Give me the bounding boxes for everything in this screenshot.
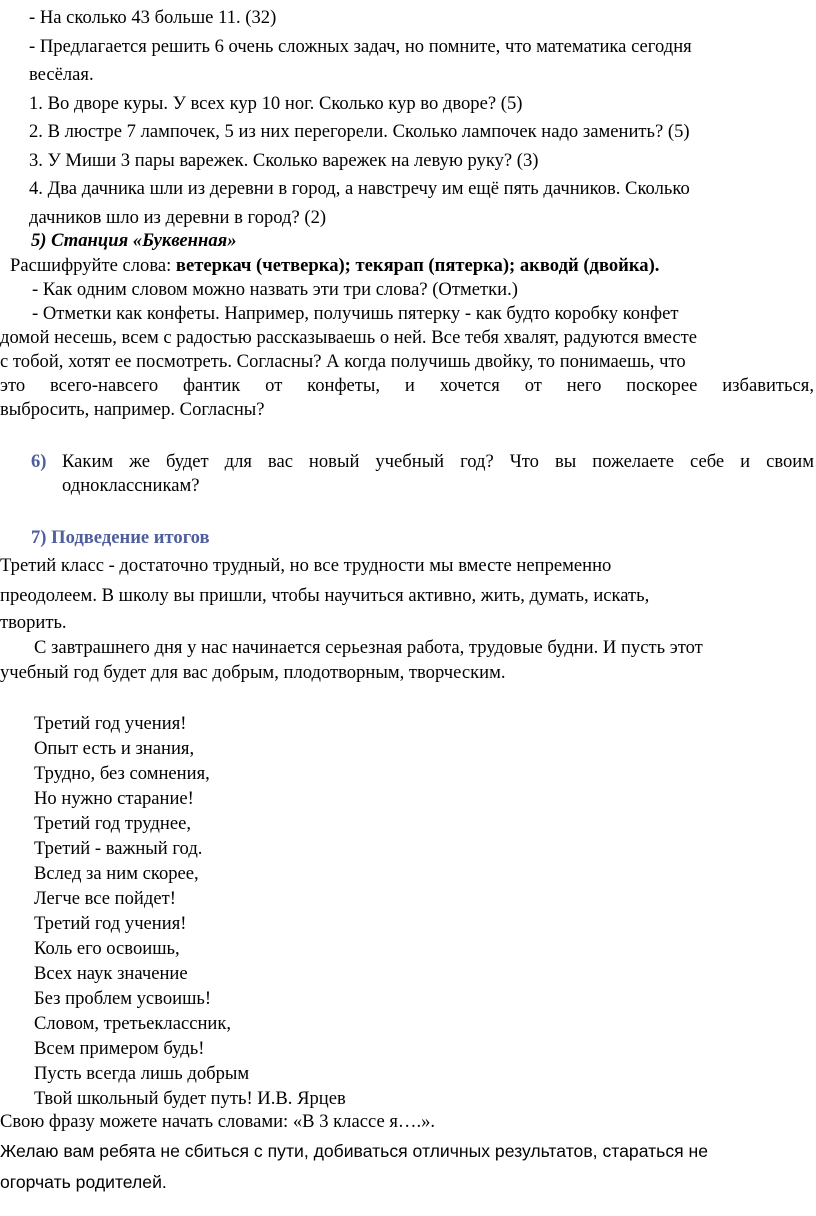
section-7-heading: 7) Подведение итогов	[31, 527, 210, 548]
station-5-question: - Как одним словом можно назвать эти три слова? (Отметки.)	[32, 279, 518, 300]
poem-line: Третий - важный год.	[34, 838, 203, 859]
poem-line: Вслед за ним скорее,	[34, 863, 199, 884]
poem-line: Словом, третьеклассник,	[34, 1013, 232, 1034]
station-5-para-line-4: это всего-навсего фантик от конфеты, и хочется от него поскорее избавиться,	[0, 375, 814, 396]
task-4-line-1: 4. Два дачника шли из деревни в город, а навстречу им ещё пять дачников. Сколько	[29, 178, 690, 199]
closing-wish-line-2: огорчать родителей.	[0, 1172, 167, 1192]
decode-line	[10, 254, 659, 278]
poem-line: Пусть всегда лишь добрым	[34, 1063, 250, 1084]
station-5-para-line-5: выбросить, например. Согласны?	[0, 399, 265, 420]
station-5-para-line-2: домой несешь, всем с радостью рассказываешь о ней. Все тебя хвалят, радуются вместе	[0, 327, 698, 348]
poem-line: Третий год учения!	[34, 913, 187, 934]
poem-line: Легче все пойдет!	[34, 888, 176, 909]
closing-wish-line-1: Желаю вам ребята не сбиться с пути, добиваться отличных результатов, стараться не	[0, 1141, 709, 1161]
task-1: 1. Во дворе куры. У всех кур 10 ног. Сколько кур во дворе? (5)	[29, 93, 523, 114]
summary-line-3: творить.	[0, 612, 67, 633]
task-2: 2. В люстре 7 лампочек, 5 из них перегорели. Сколько лампочек надо заменить? (5)	[29, 121, 690, 142]
decode-words: ветеркач (четверка); текярап (пятерка); акводй (двойка).	[175, 255, 660, 276]
intro-line-3: весёлая.	[29, 64, 94, 85]
section-6-line-2: одноклассникам?	[62, 475, 200, 496]
section-6-number: 6)	[31, 451, 47, 472]
station-5-heading: 5) Станция «Буквенная»	[31, 230, 237, 251]
poem-line: Коль его освоишь,	[34, 938, 180, 959]
decode-prefix: Расшифруйте слова:	[10, 255, 176, 276]
poem-line: Трудно, без сомнения,	[34, 763, 210, 784]
poem-line: Опыт есть и знания,	[34, 738, 195, 759]
summary-line-2: преодолеем. В школу вы пришли, чтобы научиться активно, жить, думать, искать,	[0, 585, 650, 606]
intro-line-1: - На сколько 43 больше 11. (32)	[29, 7, 277, 28]
poem-line: Всем примером будь!	[34, 1038, 205, 1059]
summary-line-4: С завтрашнего дня у нас начинается серьезная работа, трудовые будни. И пусть этот	[34, 637, 703, 658]
poem-line: Всех наук значение	[34, 963, 188, 984]
poem-line: Третий год труднее,	[34, 813, 192, 834]
poem-line: Но нужно старание!	[34, 788, 194, 809]
station-5-para-line-1: - Отметки как конфеты. Например, получишь пятерку - как будто коробку конфет	[32, 303, 679, 324]
task-4-line-2: дачников шло из деревни в город? (2)	[29, 207, 327, 228]
summary-line-5: учебный год будет для вас добрым, плодотворным, творческим.	[0, 662, 506, 683]
poem-line: Третий год учения!	[34, 713, 187, 734]
station-5-para-line-3: с тобой, хотят ее посмотреть. Согласны? А когда получишь двойку, то понимаешь, что	[0, 351, 686, 372]
section-6-line-1: Каким же будет для вас новый учебный год? Что вы пожелаете себе и своим	[62, 451, 814, 472]
poem-line: Без проблем усвоишь!	[34, 988, 212, 1009]
task-3: 3. У Миши 3 пары варежек. Сколько варежек на левую руку? (3)	[29, 150, 539, 171]
summary-line-1: Третий класс - достаточно трудный, но все трудности мы вместе непременно	[0, 555, 612, 576]
poem-line-with-author: Твой школьный будет путь! И.В. Ярцев	[34, 1088, 346, 1109]
intro-line-2: - Предлагается решить 6 очень сложных задач, но помните, что математика сегодня	[29, 36, 692, 57]
closing-phrase: Свою фразу можете начать словами: «В 3 классе я….».	[0, 1111, 436, 1132]
